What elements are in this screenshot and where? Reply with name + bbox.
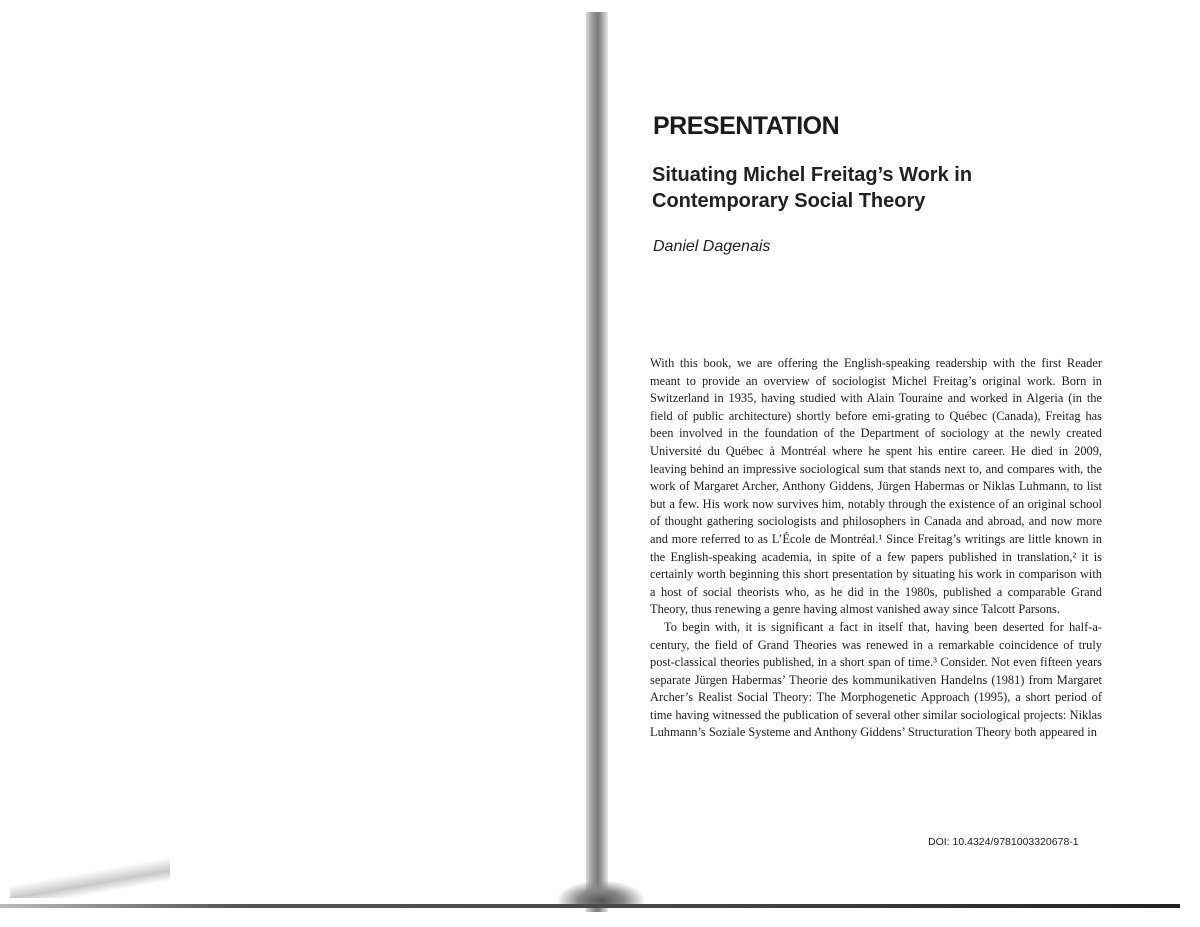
page-curl-shadow — [10, 858, 170, 898]
left-page-blank — [0, 0, 590, 927]
chapter-heading: PRESENTATION — [653, 112, 840, 140]
page-bottom-edge — [0, 904, 1180, 908]
paragraph-2: To begin with, it is significant a fact in itself that, having been deserted for half-a-century, the field of Grand Theories was renewed in a remarkable coincidence of truly post-classical theories published, in a short span of time.³ Consider. Not even fifteen years separate Jürgen Habermas’ Theorie des kommunikativen Handelns (1981) from Margaret Archer’s Realist Social Theory: The Morphogenetic Approach (1995), a short period of time having witnessed the publication of several other similar sociological projects: Niklas Luhmann’s Soziale Systeme and Anthony Giddens’ Structuration Theory both appeared in — [650, 619, 1102, 740]
chapter-author: Daniel Dagenais — [653, 238, 771, 255]
body-text — [650, 355, 1102, 742]
right-page — [610, 0, 1200, 900]
paragraph-1: With this book, we are offering the English-speaking readership with the first Reader meant to provide an overview of sociologist Michel Freitag’s original work. Born in Switzerland in 1935, having studied with Alain Touraine and worked in Algeria (in the field of public architecture) shortly before emi-grating to Québec (Canada), Freitag has been involved in the foundation of the Department of sociology at the newly created Université du Québec à Montréal where he spent his entire career. He died in 2009, leaving behind an impressive sociological sum that stands next to, and compares with, the work of Margaret Archer, Anthony Giddens, Jürgen Habermas or Niklas Luhmann, to list but a few. His work now survives him, notably through the existence of an original school of thought gathering sociologists and philosophers in Canada and abroad, and now more and more referred to as L’École de Montréal.¹ Since Freitag’s writings are little known in the English-speaking academia, in spite of a few papers published in translation,² it is certainly worth beginning this short presentation by situating his work in comparison with a host of social theorists who, as he did in the 1980s, published a comparable Grand Theory, thus renewing a genre having almost vanished away since Talcott Parsons. — [650, 356, 1102, 617]
subtitle-line-2: Contemporary Social Theory — [652, 190, 926, 212]
doi-footer: DOI: 10.4324/9781003320678-1 — [928, 836, 1079, 848]
book-gutter — [586, 12, 608, 912]
chapter-subtitle — [652, 162, 1072, 214]
subtitle-line-1: Situating Michel Freitag’s Work in — [652, 164, 973, 186]
